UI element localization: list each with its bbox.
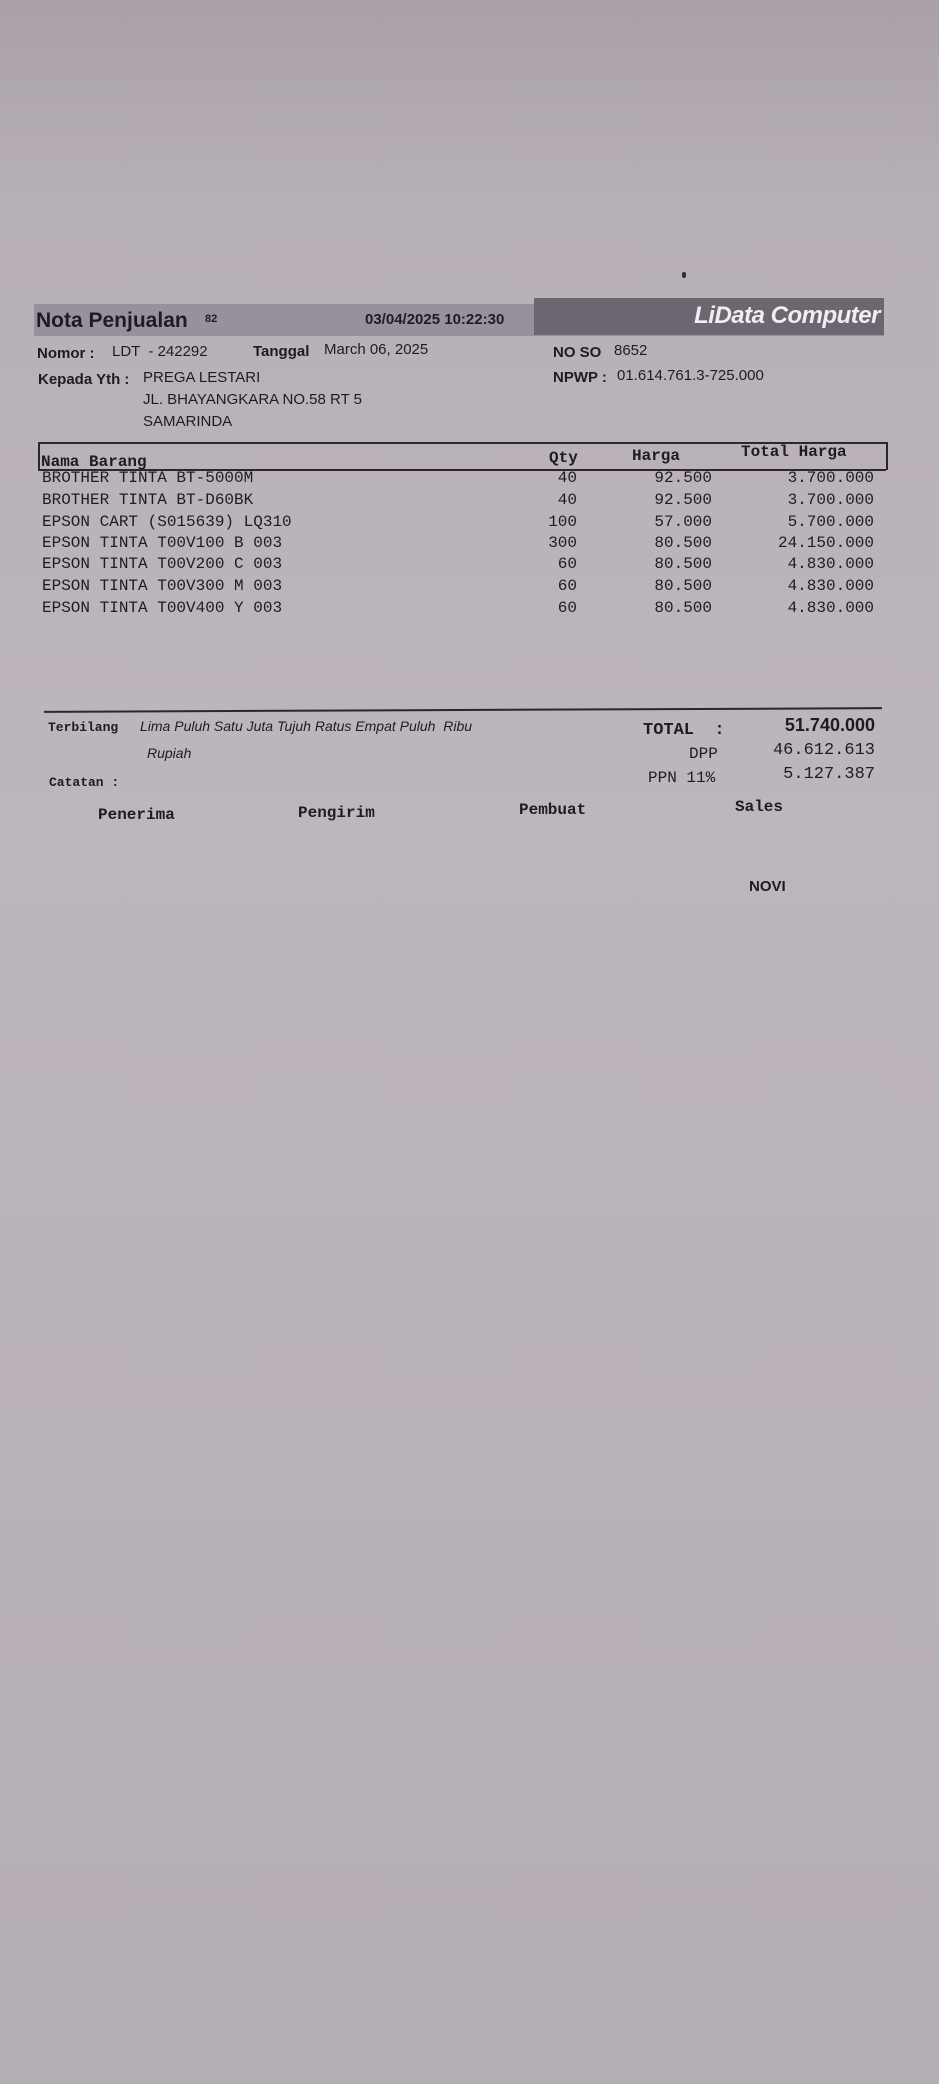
customer-address: JL. BHAYANGKARA NO.58 RT 5 <box>143 391 362 408</box>
customer-city: SAMARINDA <box>143 413 233 430</box>
item-qty: 40 <box>557 491 577 509</box>
table-row <box>0 534 939 556</box>
nomor-value: LDT - 242292 <box>112 343 208 360</box>
document-title: Nota Penjualan <box>36 309 188 332</box>
tanggal-label: Tanggal <box>253 343 310 360</box>
table-row <box>0 577 939 599</box>
item-total: 3.700.000 <box>787 469 874 487</box>
noso-label: NO SO <box>553 344 602 361</box>
noso-value: 8652 <box>614 342 648 359</box>
terbilang-text: Lima Puluh Satu Juta Tujuh Ratus Empat Puluh Ribu <box>140 718 473 734</box>
ppn-label: PPN 11% <box>648 769 716 787</box>
item-total: 24.150.000 <box>777 534 874 552</box>
item-total: 3.700.000 <box>787 491 874 509</box>
catatan-label: Catatan : <box>49 775 120 790</box>
table-row <box>0 555 939 577</box>
item-price: 57.000 <box>654 513 712 531</box>
column-header-name: Nama Barang <box>41 453 147 471</box>
signature-sales: Sales <box>735 798 784 816</box>
total-label: TOTAL : <box>643 721 725 740</box>
signature-pembuat: Pembuat <box>519 801 587 819</box>
item-name: EPSON CART (S015639) LQ310 <box>42 513 292 531</box>
total-value: 51.740.000 <box>784 715 875 735</box>
item-name: EPSON TINTA T00V200 C 003 <box>42 555 283 573</box>
table-row <box>0 491 939 513</box>
ink-dot <box>682 272 686 278</box>
npwp-value: 01.614.761.3-725.000 <box>617 367 764 384</box>
table-row <box>0 513 939 535</box>
item-qty: 40 <box>557 469 577 487</box>
kepada-label: Kepada Yth : <box>38 371 130 388</box>
item-price: 80.500 <box>654 534 712 552</box>
item-price: 92.500 <box>654 469 712 487</box>
tanggal-value: March 06, 2025 <box>324 341 429 358</box>
item-price: 80.500 <box>654 577 712 595</box>
signature-penerima: Penerima <box>98 806 175 824</box>
dpp-label: DPP <box>689 745 718 763</box>
table-row <box>0 599 939 621</box>
printed-timestamp: 03/04/2025 10:22:30 <box>365 311 505 328</box>
item-qty: 300 <box>548 534 577 552</box>
item-price: 80.500 <box>654 555 712 573</box>
item-qty: 100 <box>548 513 577 531</box>
terbilang-label: Terbilang <box>48 720 119 735</box>
item-name: EPSON TINTA T00V400 Y 003 <box>42 599 283 617</box>
item-total: 4.830.000 <box>787 599 874 617</box>
terbilang-text-line2: Rupiah <box>147 745 192 761</box>
summary-divider <box>44 707 882 713</box>
item-price: 80.500 <box>654 599 712 617</box>
signature-pengirim: Pengirim <box>298 804 375 822</box>
sales-name: NOVI <box>749 878 786 895</box>
document-title-number: 82 <box>205 313 218 325</box>
column-header-total: Total Harga <box>741 443 847 461</box>
column-header-qty: Qty <box>549 449 578 467</box>
item-name: EPSON TINTA T00V300 M 003 <box>42 577 283 595</box>
brand-logo: LiData Computer <box>694 302 880 329</box>
item-qty: 60 <box>557 577 577 595</box>
nomor-label: Nomor : <box>37 345 95 362</box>
customer-name: PREGA LESTARI <box>143 369 261 386</box>
item-total: 5.700.000 <box>787 513 874 531</box>
item-price: 92.500 <box>654 491 712 509</box>
npwp-label: NPWP : <box>553 369 607 386</box>
item-name: BROTHER TINTA BT-5000M <box>42 469 254 487</box>
item-name: EPSON TINTA T00V100 B 003 <box>42 534 283 552</box>
column-header-price: Harga <box>632 447 681 465</box>
item-qty: 60 <box>557 555 577 573</box>
item-total: 4.830.000 <box>787 555 874 573</box>
table-row <box>0 469 939 491</box>
dpp-value: 46.612.613 <box>772 741 875 760</box>
item-name: BROTHER TINTA BT-D60BK <box>42 491 254 509</box>
ppn-value: 5.127.387 <box>783 765 875 784</box>
item-qty: 60 <box>557 599 577 617</box>
item-total: 4.830.000 <box>787 577 874 595</box>
